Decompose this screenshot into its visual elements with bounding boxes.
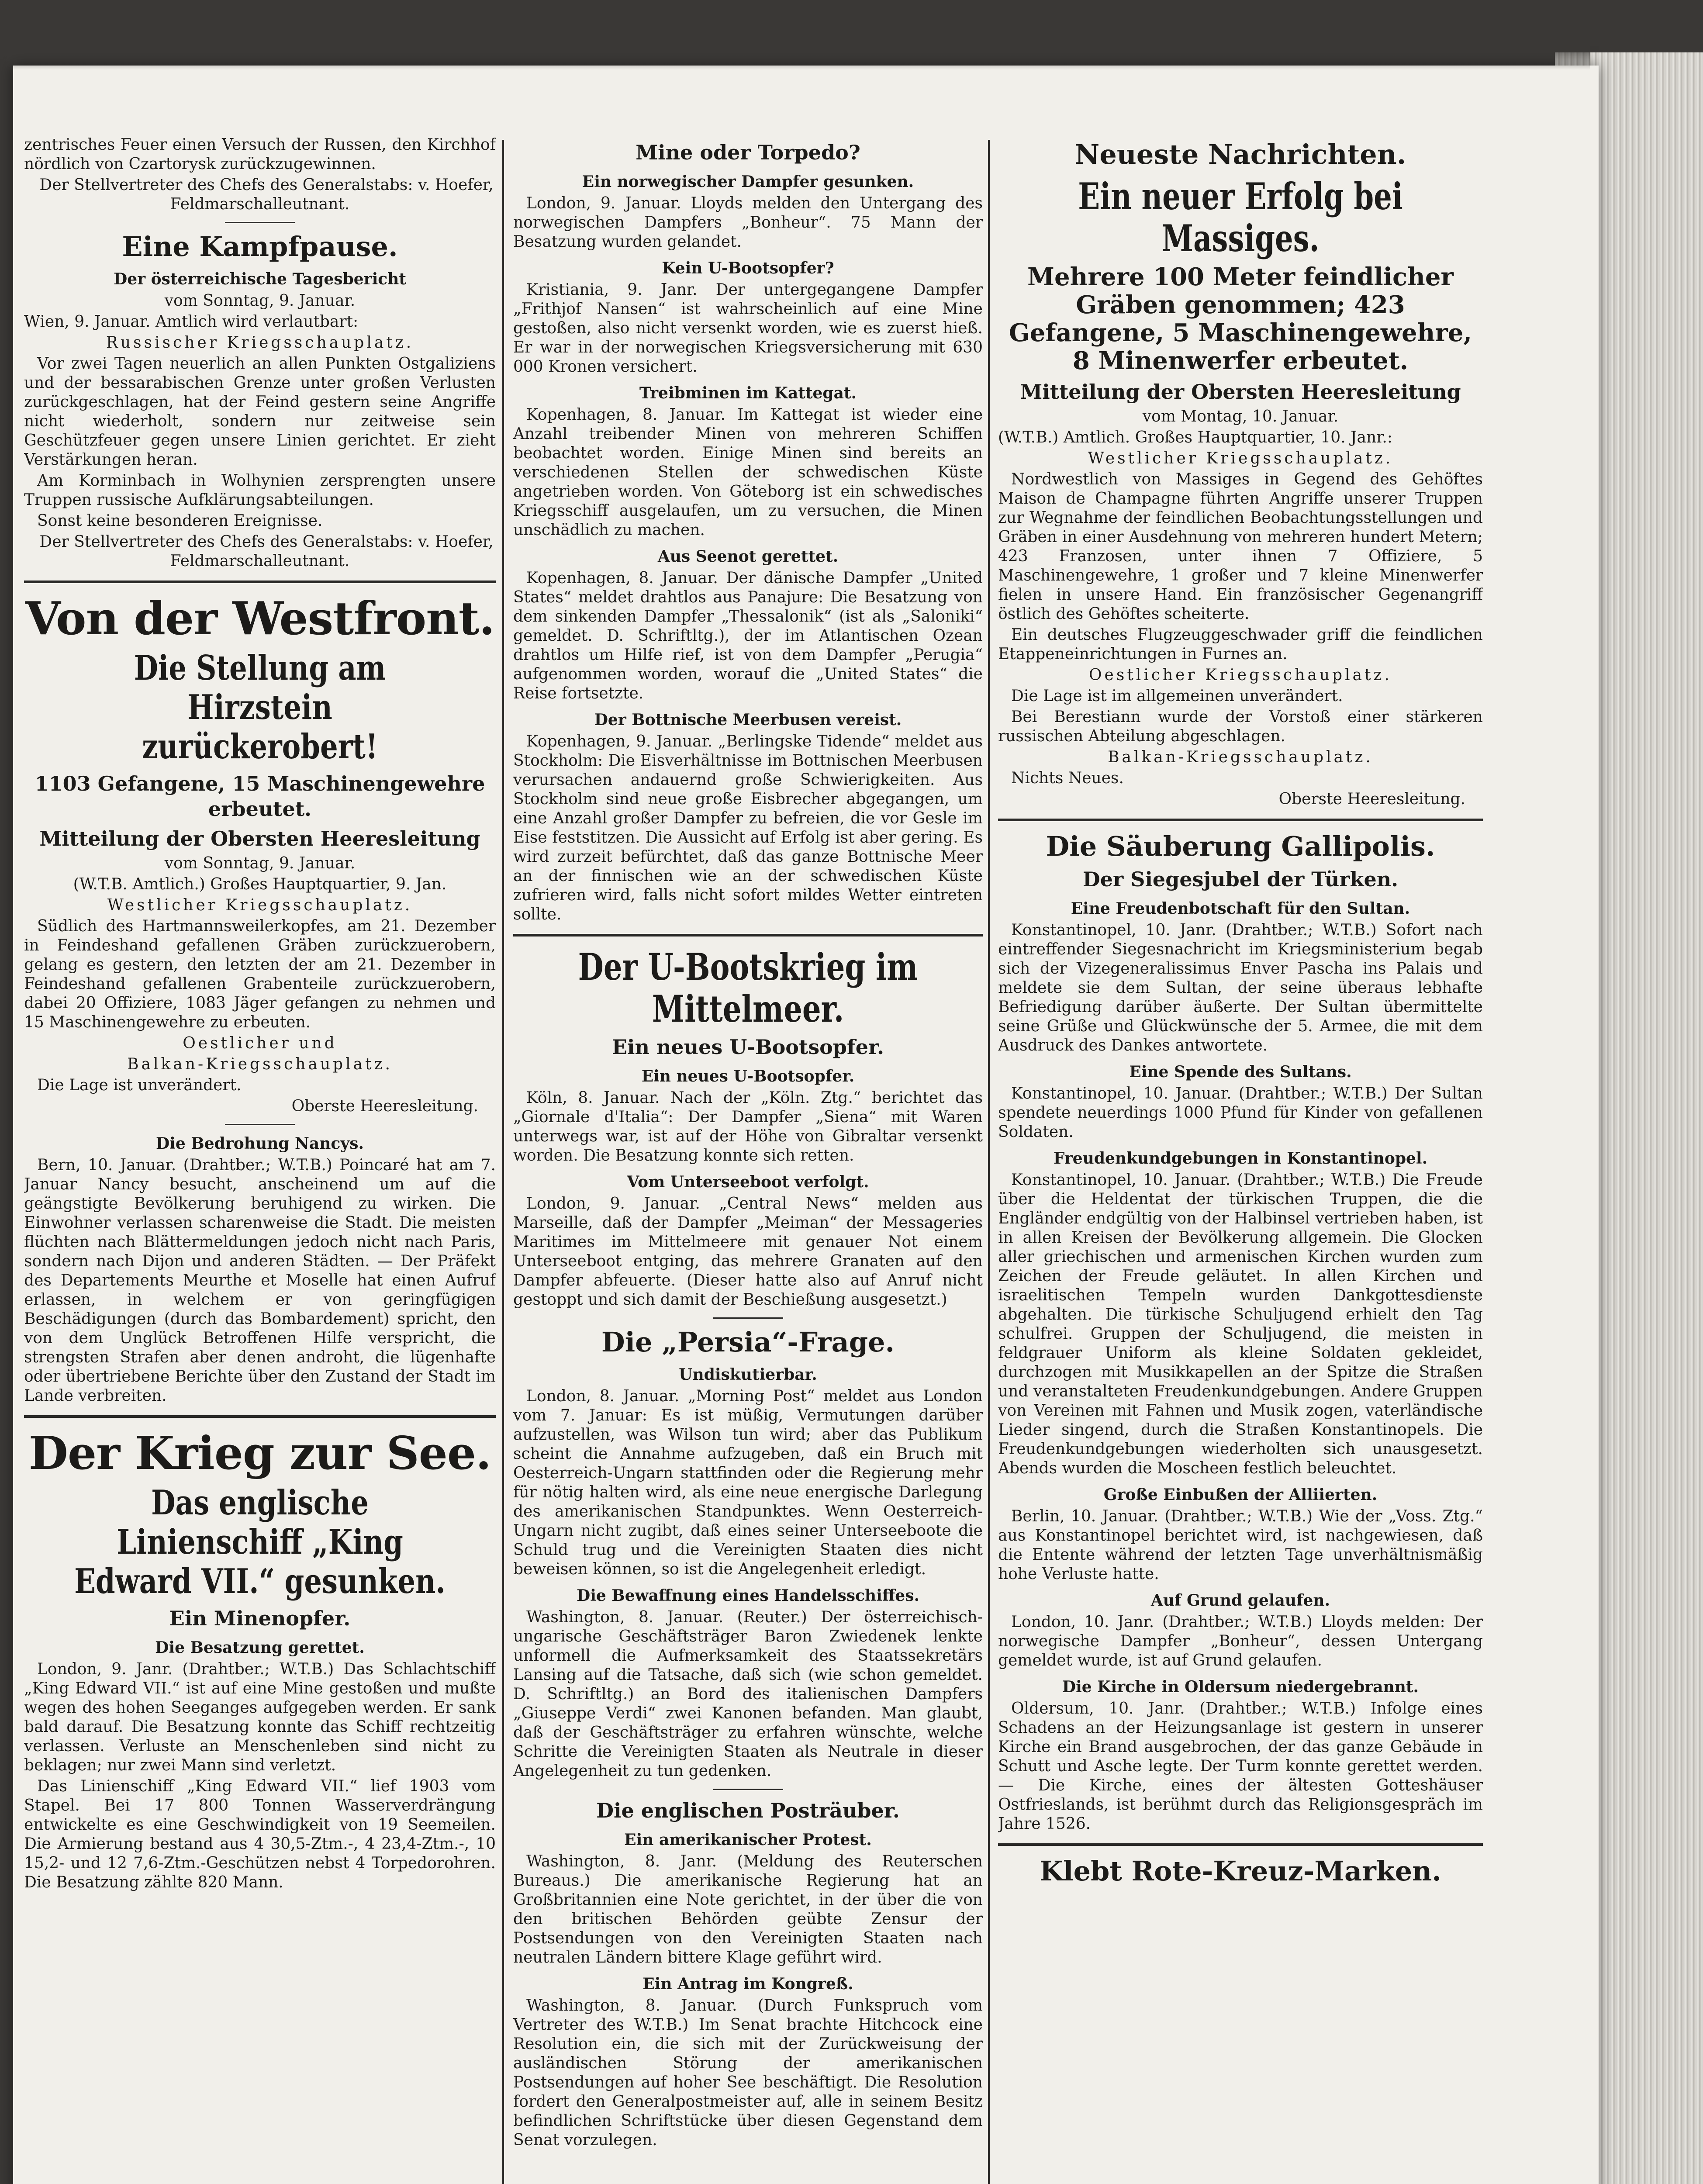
article-continuation: zentrisches Feuer einen Versuch der Russen, den Kirchhof nördlich von Czartorysk zurückzugewinnen. xyxy=(24,136,496,173)
small-heading: Kein U-Bootsopfer? xyxy=(662,259,834,277)
signature-line: Oberste Heeresleitung. xyxy=(291,1097,478,1115)
paragraph: London, 9. Januar. Lloyds melden den Untergang des norwegischen Dampfers „Bonheur“. 75 Mann der Besatzung wurden gelandet. xyxy=(513,194,983,251)
subheadline: Ein neues U-Bootsopfer. xyxy=(611,1035,884,1059)
paragraph: Oldersum, 10. Janr. (Drahtber.; W.T.B.) Infolge eines Schadens an der Heizungsanlage ist gestern in unserer Kirche ein Brand ausgebrochen, der das ganze Gebäude in Schutt und Asche legte. Der Turm konnte gerettet werden. — Die Kirche, eines der ältesten Gotteshäuser Ostfrieslands, ist berühmt durch das Religionsgespräch im Jahre 1526. xyxy=(998,1700,1483,1833)
date-line: vom Sonntag, 9. Januar. xyxy=(164,292,356,310)
subheadline-prisoners: 1103 Gefangene, 15 Maschinengewehre erbeutet. xyxy=(35,772,485,821)
dateline: (W.T.B.) Amtlich. Großes Hauptquartier, 10. Janr.: xyxy=(998,429,1393,446)
mitteilung-heading: Mitteilung der Obersten Heeresleitung xyxy=(1020,380,1461,404)
heading-mine: Mine oder Torpedo? xyxy=(636,141,860,164)
section-heading: Westlicher Kriegsschauplatz. xyxy=(107,896,413,914)
small-heading: Aus Seenot gerettet. xyxy=(657,547,839,566)
signature-line: Der Stellvertreter des Chefs des Generalstabs: v. Hoefer, Feldmarschalleutnant. xyxy=(39,176,494,213)
paragraph: Kopenhagen, 8. Januar. Im Kattegat ist wieder eine Anzahl treibender Minen von mehreren Schiffen beobachtet worden. Einige Minen sind bereits an verschiedenen Stellen der schwedischen Küste angetrieben worden. Von Göteborg ist ein schwedisches Kriegsschiff ausgelaufen, um zu versuchen, die Minen unschädlich zu machen. xyxy=(513,406,983,539)
small-heading: Auf Grund gelaufen. xyxy=(1150,1591,1330,1610)
column-rule-left xyxy=(502,140,504,2184)
paragraph: Vor zwei Tagen neuerlich an allen Punkten Ostgaliziens und der bessarabischen Grenze unter großen Verlusten zurückgeschlagen, hat der Feind gestern seine Angriffe nicht wiederholt, sondern nur zeitweise sein Geschützfeuer gegen unsere Linien gerichtet. Er zieht Verstärkungen heran. xyxy=(24,355,496,469)
small-heading: Treibminen im Kattegat. xyxy=(639,384,857,402)
paragraph: London, 8. Januar. „Morning Post“ meldet aus London vom 7. Januar: Es ist müßig, Vermutungen darüber aufzustellen, was Wilson tun wird; aber das Publikum scheint die Annahme aufzugeben, daß ein Bruch mit Oesterreich-Ungarn stattfinden oder die Regierung mehr für nötig halten wird, als eine neue energische Darlegung des amerikanischen Standpunktes. Wenn Oesterreich-Ungarn nicht zugibt, daß eines seiner Unterseeboote die Schuld trug und die Vereinigten Staaten dies nicht beweisen können, so ist die Angelegenheit erledigt. xyxy=(513,1387,983,1578)
divider xyxy=(225,222,295,223)
small-heading: Die Bewaffnung eines Handelsschiffes. xyxy=(576,1586,920,1605)
section-heading: Balkan-Kriegsschauplatz. xyxy=(127,1055,393,1073)
paragraph: Washington, 8. Janr. (Meldung des Reuterschen Bureaus.) Die amerikanische Regierung hat an Großbritannien eine Note gerichtet, in der über die von den britischen Behörden geübte Zensur der Postsendungen von den Vereinigten Staaten nach neutralen Ländern bittere Klage geführt wird. xyxy=(513,1852,983,1966)
paragraph: Am Korminbach in Wolhynien zersprengten unsere Truppen russische Aufklärungsabteilungen. xyxy=(24,472,496,509)
divider xyxy=(998,1843,1483,1846)
headline-krieg-see: Der Krieg zur See. xyxy=(28,1426,491,1480)
headline-persia: Die „Persia“-Frage. xyxy=(601,1326,895,1358)
divider xyxy=(225,1124,295,1125)
small-heading: Freudenkundgebungen in Konstantinopel. xyxy=(1053,1149,1428,1168)
small-heading: Ein neues U-Bootsopfer. xyxy=(641,1067,855,1085)
heading-postraeuber: Die englischen Posträuber. xyxy=(596,1799,900,1822)
headline-king-edward: Das englische Linienschiff „King Edward VII.“ gesunken. xyxy=(74,1483,446,1601)
heading-nancy: Die Bedrohung Nancys. xyxy=(155,1134,364,1153)
paragraph: Sonst keine besonderen Ereignisse. xyxy=(37,512,323,530)
small-heading: Der Bottnische Meerbusen vereist. xyxy=(594,711,902,729)
subheading: Ein amerikanischer Protest. xyxy=(624,1831,872,1849)
headline-hirzstein: Die Stellung am Hirzstein zurückerobert! xyxy=(134,648,386,767)
small-heading: Vom Unterseeboot verfolgt. xyxy=(627,1173,869,1191)
section-heading: Oestlicher und xyxy=(183,1034,337,1052)
dateline: (W.T.B. Amtlich.) Großes Hauptquartier, 9. Jan. xyxy=(73,875,447,893)
subheadline-graeben: Mehrere 100 Meter feindlicher Gräben genommen; 423 Gefangene, 5 Maschinengewehre, 8 Minenwerfer erbeutet. xyxy=(1009,263,1472,375)
small-heading: Eine Spende des Sultans. xyxy=(1129,1063,1352,1081)
paragraph: Ein deutsches Flugzeuggeschwader griff die feindlichen Etappeneinrichtungen in Furnes an. xyxy=(998,626,1483,663)
headline-neueste: Neueste Nachrichten. xyxy=(1074,138,1406,170)
paragraph: Kopenhagen, 9. Januar. „Berlingske Tidende“ meldet aus Stockholm: Die Eisverhältnisse im Bottnischen Meerbusen verursachen andauernd große Schwierigkeiten. Aus Stockholm sind neue große Eisbrecher abgegangen, um eine Anzahl großer Dampfer zu befreien, die vor Gesle im Eise feststitzen. Die Aussicht auf Erfolg ist aber gering. Es wird zurzeit befürchtet, daß das ganze Bottnische Meer an der finnischen wie an der schwedischen Küste zufrieren wird, falls nicht sofort mildes Wetter eintreten sollte. xyxy=(513,733,983,923)
divider xyxy=(24,581,496,583)
column-middle xyxy=(513,135,983,2184)
signature-line: Oberste Heeresleitung. xyxy=(1278,790,1465,808)
paragraph: Nichts Neues. xyxy=(1011,769,1124,787)
section-heading: Balkan-Kriegsschauplatz. xyxy=(1108,748,1373,766)
paragraph: Konstantinopel, 10. Januar. (Drahtber.; W.T.B.) Der Sultan spendete neuerdings 1000 Pfund für Kinder von gefallenen Soldaten. xyxy=(998,1085,1483,1141)
small-heading: Die Kirche in Oldersum niedergebrannt. xyxy=(1062,1678,1419,1696)
divider xyxy=(713,1789,783,1790)
section-heading: Oestlicher Kriegsschauplatz. xyxy=(1089,666,1392,684)
small-heading: Undiskutierbar. xyxy=(679,1365,817,1384)
paragraph: Washington, 8. Januar. (Durch Funkspruch vom Vertreter des W.T.B.) Im Senat brachte Hitchcock eine Resolution ein, die sich mit der Zurückweisung der ausländischen Störung der amerikanischen Postsendungen auf hoher See beschäftigt. Die Resolution fordert den Generalpostmeister auf, alle in seinem Besitz befindlichen Schriftstücke über diesen Gegenstand dem Senat vorzulegen. xyxy=(513,1997,983,2149)
small-heading: Ein Antrag im Kongreß. xyxy=(643,1975,853,1993)
small-heading: Eine Freudenbotschaft für den Sultan. xyxy=(1071,899,1410,918)
headline-kampfpause: Eine Kampfpause. xyxy=(122,231,398,263)
mitteilung-heading: Mitteilung der Obersten Heeresleitung xyxy=(39,827,480,850)
column-left xyxy=(24,135,496,2184)
paragraph: London, 9. Janr. (Drahtber.; W.T.B.) Das Schlachtschiff „King Edward VII.“ ist auf eine Mine gestoßen und mußte wegen des hohen Seeganges aufgegeben werden. Er sank bald darauf. Die Besatzung konnte das Schiff rechtzeitig verlassen. Verluste an Menschenleben sind nicht zu beklagen; nur zwei Mann sind verletzt. xyxy=(24,1660,496,1774)
paragraph: Das Linienschiff „King Edward VII.“ lief 1903 vom Stapel. Bei 17 800 Tonnen Wasserverdrängung entwickelte es eine Geschwindigkeit von 19 Seemeilen. Die Armierung bestand aus 4 30,5-Ztm.-, 4 23,4-Ztm.-, 10 15,2- und 12 7,6-Ztm.-Geschützen nebst 4 Torpedorohren. Die Besatzung zählte 820 Mann. xyxy=(24,1777,496,1891)
subheadline: Der Siegesjubel der Türken. xyxy=(1082,867,1399,891)
signature-line: Der Stellvertreter des Chefs des Generalstabs: v. Hoefer, Feldmarschalleutnant. xyxy=(39,533,494,570)
small-heading: Große Einbußen der Alliierten. xyxy=(1103,1486,1378,1504)
paragraph: London, 10. Janr. (Drahtber.; W.T.B.) Lloyds melden: Der norwegische Dampfer „Bonheur“, dessen Untergang gemeldet wurde, ist auf Grund gelaufen. xyxy=(998,1613,1483,1669)
footer-banner: Klebt Rote-Kreuz-Marken. xyxy=(1040,1855,1441,1887)
paragraph: Konstantinopel, 10. Januar. (Drahtber.; W.T.B.) Die Freude über die Heldentat der türkischen Truppen, die die Engländer endgültig von der Halbinsel vertrieben haben, ist in allen Kreisen der Bevölkerung allgemein. Die Glocken aller griechischen und armenischen Kirchen wurden zum Zeichen der Freude geläutet. In allen Kirchen und israelitischen Tempeln wurden Dankgottesdienste abgehalten. Die türkische Schuljugend erhielt den Tag schulfrei. Gruppen der Schuljugend, die meisten in feldgrauer Uniform als kleine Soldaten gekleidet, durchzogen mit Musikkapellen an der Spitze die Straßen und veranstalteten Freudenkundgebungen. Andere Gruppen von Vereinen mit Fahnen und Musik zogen, vaterländische Lieder singend, durch die Straßen Konstantinopels. Die Freudenkundgebungen wiederholten sich unausgesetzt. Abends wurden die Moscheen festlich beleuchtet. xyxy=(998,1171,1483,1477)
dateline: Wien, 9. Januar. Amtlich wird verlautbart: xyxy=(24,313,359,331)
paragraph: Konstantinopel, 10. Janr. (Drahtber.; W.T.B.) Sofort nach eintreffender Siegesnachricht im Kriegsministerium begab sich der Vizegeneralissimus Enver Pascha ins Palais und meldete sie dem Sultan, der seine überaus lebhafte Befriedigung darüber äußerte. Der Sultan übermittelte seine Grüße und Glückwünsche der 5. Armee, die mit dem Ausdruck des Dankes antwortete. xyxy=(998,921,1483,1054)
paragraph: Nordwestlich von Massiges in Gegend des Gehöftes Maison de Champagne führten Angriffe unserer Truppen zur Wegnahme der feindlichen Beobachtungsstellungen und Gräben in einer Ausdehnung von mehreren hundert Metern; 423 Franzosen, unter ihnen 7 Offiziere, 5 Maschinengewehre, 1 großer und 7 kleine Minenwerfer fielen in unsere Hand. Ein französischer Gegenangriff östlich des Gehöftes scheiterte. xyxy=(998,470,1483,623)
divider xyxy=(713,1317,783,1319)
paragraph: Die Lage ist im allgemeinen unverändert. xyxy=(1011,687,1343,705)
small-heading: Die Besatzung gerettet. xyxy=(155,1638,365,1657)
section-heading: Russischer Kriegsschauplatz. xyxy=(106,334,414,352)
paragraph: Südlich des Hartmannsweilerkopfes, am 21. Dezember in Feindeshand gefallenen Gräben zurückzuerobern, gelang es gestern, den letzten der am 21. Dezember in Feindeshand gefallenen Grabenteile zurückzuerobern, dabei 20 Offiziere, 1083 Jäger gefangen zu nehmen und 15 Maschinengewehre zu erbeuten. xyxy=(24,917,496,1031)
subheading: Der österreichische Tagesbericht xyxy=(114,270,406,288)
subheadline: Ein Minenopfer. xyxy=(169,1607,351,1630)
headline-westfront: Von der Westfront. xyxy=(25,591,495,645)
page-top-shadow xyxy=(0,0,1590,70)
paragraph: London, 9. Januar. „Central News“ melden aus Marseille, daß der Dampfer „Meiman“ der Messageries Maritimes im Mittelmeere mit genauer Not einem Unterseeboot entging, das mehrere Granaten auf den Dampfer abfeuerte. (Dieser hatte also auf Anruf nicht gestoppt und sich damit der Beschießung ausgesetzt.) xyxy=(513,1195,983,1309)
paragraph: Bei Berestiann wurde der Vorstoß einer stärkeren russischen Abteilung abgeschlagen. xyxy=(998,708,1483,745)
date-line: vom Sonntag, 9. Januar. xyxy=(164,854,356,872)
paragraph: Kopenhagen, 8. Januar. Der dänische Dampfer „United States“ meldet drahtlos aus Panajure: Die Besatzung von dem sinkenden Dampfer „Thessalonik“ (ist als „Saloniki“ gemeldet. D. Schriftltg.), der im Atlantischen Ozean drahtlos um Hilfe rief, ist von dem Dampfer „Perugia“ aufgenommen worden, worauf die „United States“ die Reise fortsetzte. xyxy=(513,569,983,702)
divider xyxy=(513,934,983,936)
headline-gallipoli: Die Säuberung Gallipolis. xyxy=(1046,830,1435,862)
date-line: vom Montag, 10. Januar. xyxy=(1142,408,1339,425)
subheading: Ein norwegischer Dampfer gesunken. xyxy=(582,173,914,191)
paragraph: Berlin, 10. Januar. (Drahtber.; W.T.B.) Wie der „Voss. Ztg.“ aus Konstantinopel berichtet wird, ist nachgewiesen, daß die Entente während der letzten Tage unverhältnismäßig hohe Verluste hatte. xyxy=(998,1507,1483,1583)
paragraph: Köln, 8. Januar. Nach der „Köln. Ztg.“ berichtet das „Giornale d'Italia“: Der Dampfer „Siena“ mit Waren unterwegs war, ist auf der Höhe von Gibraltar versenkt worden. Die Besatzung konnte sich retten. xyxy=(513,1089,983,1165)
headline-ubootskrieg: Der U-Bootskrieg im Mittelmeer. xyxy=(578,945,918,1030)
paragraph: Kristiania, 9. Janr. Der untergegangene Dampfer „Frithjof Nansen“ ist wahrscheinlich auf eine Mine gestoßen, also nicht versenkt worden, wie es zuerst hieß. Er war in der norwegischen Kriegsversicherung mit 630 000 Kronen versichert. xyxy=(513,281,983,376)
divider xyxy=(998,819,1483,821)
column-right xyxy=(998,135,1483,2184)
divider xyxy=(24,1415,496,1418)
column-rule-right xyxy=(988,140,990,2184)
paragraph: Bern, 10. Januar. (Drahtber.; W.T.B.) Poincaré hat am 7. Januar Nancy besucht, anscheinend um auf die geängstigte Bevölkerung beruhigend zu wirken. Die Einwohner verlassen scharenweise die Stadt. Die meisten flüchten nach Blättermeldungen jedoch nicht nach Paris, sondern nach Dijon und anderen Städten. — Der Präfekt des Departements Meurthe et Moselle hat einen Aufruf erlassen, in welchem er von geringfügigen Beschädigungen (durch das Bombardement) spricht, den von dem Unglück Betroffenen Hilfe verspricht, die strengsten Strafen aber denen androht, die lügenhafte oder übertriebene Berichte über den Zustand der Stadt im Lande verbreiten. xyxy=(24,1156,496,1405)
section-heading: Westlicher Kriegsschauplatz. xyxy=(1088,449,1393,467)
headline-massiges: Ein neuer Erfolg bei Massiges. xyxy=(1078,175,1403,260)
paragraph: Washington, 8. Januar. (Reuter.) Der österreichisch-ungarische Geschäftsträger Baron Zwiedenek lenkte unformell die Aufmerksamkeit des Staatssekretärs Lansing auf die Tatsache, daß sich (wie schon gemeldet. D. Schriftltg.) an Bord des italienischen Dampfers „Giuseppe Verdi“ zwei Kanonen befanden. Man glaubt, daß der Geschäftsträger zu erfahren wünschte, welche Schritte die Vereinigten Staaten als Neutrale in dieser Angelegenheit zu tun gedenken. xyxy=(513,1608,983,1780)
paragraph: Die Lage ist unverändert. xyxy=(37,1076,242,1094)
